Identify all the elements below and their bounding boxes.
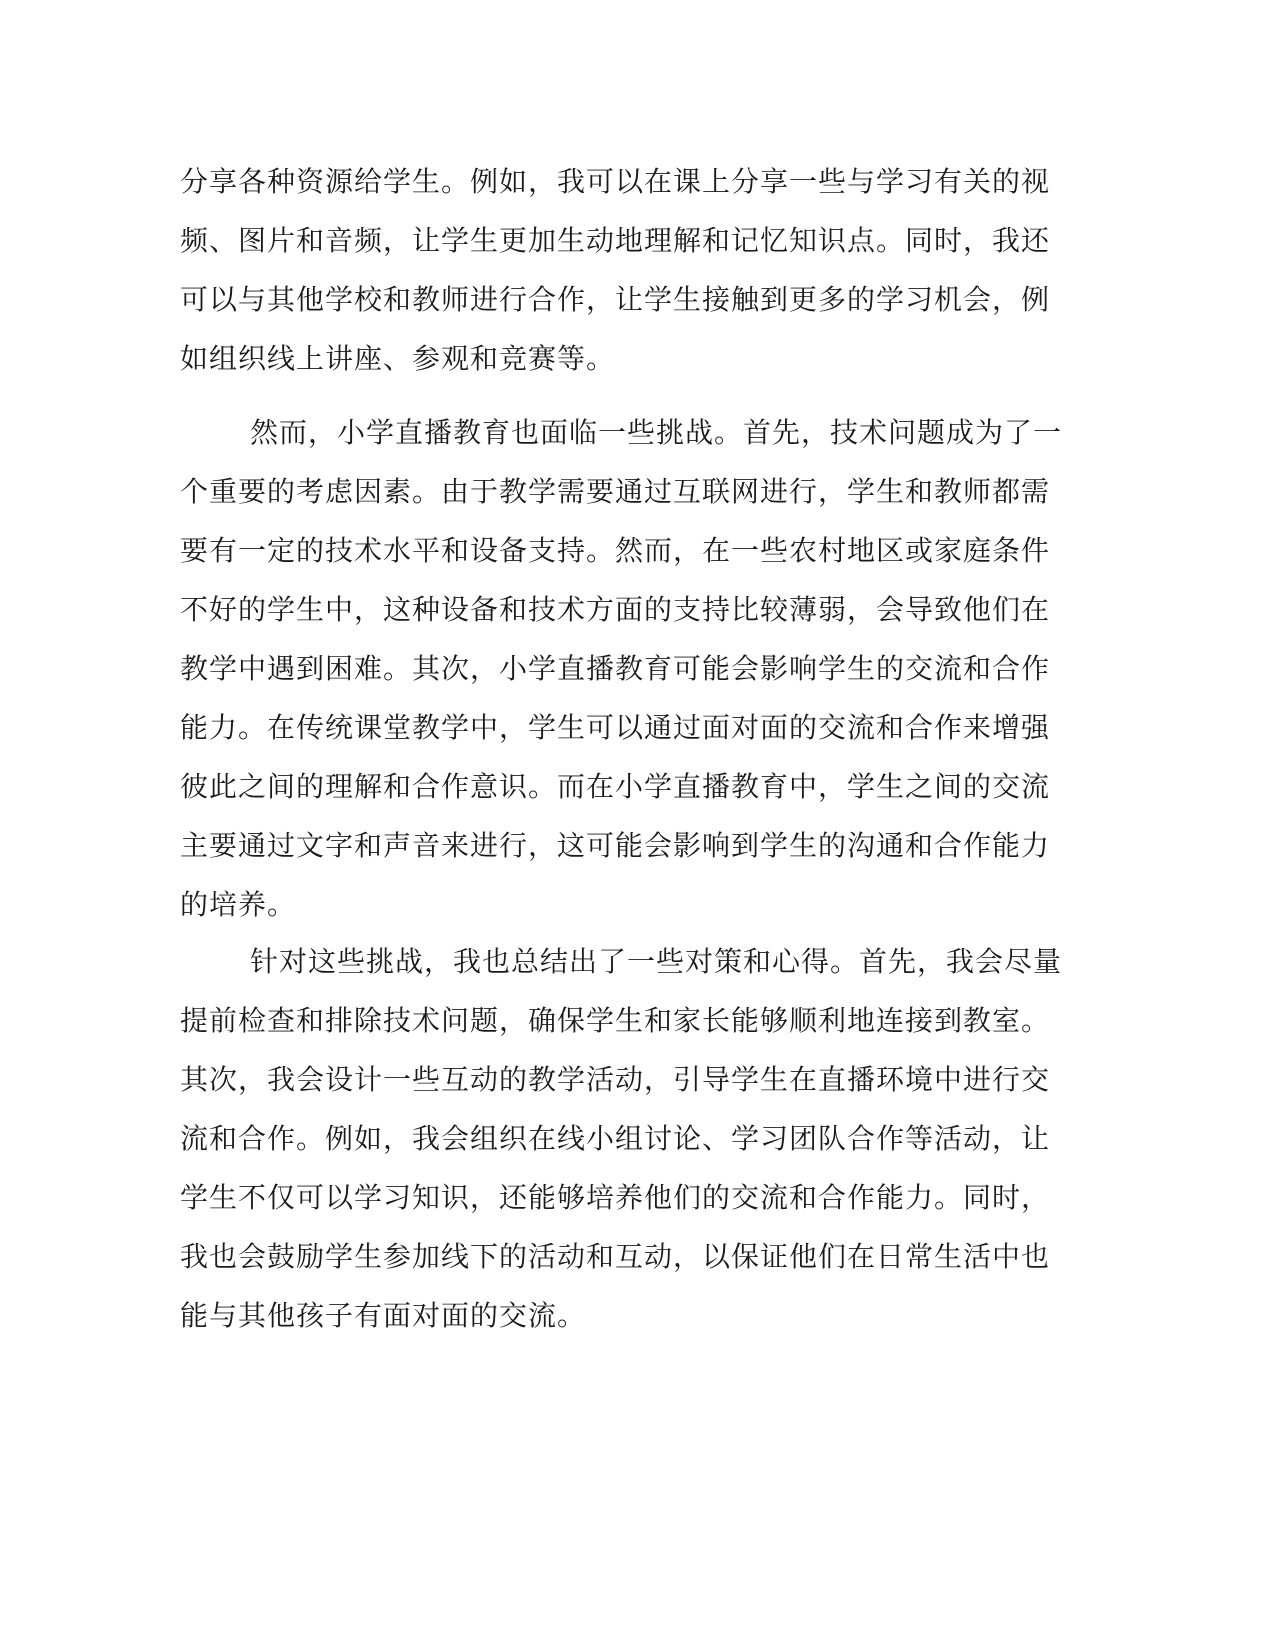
paragraph-1-line-4: 如组织线上讲座、参观和竞赛等。 <box>180 342 616 375</box>
paragraph-3-line-7: 能与其他孩子有面对面的交流。 <box>180 1299 587 1332</box>
paragraph-2-line-3: 要有一定的技术水平和设备支持。然而，在一些农村地区或家庭条件 <box>180 534 1051 567</box>
paragraph-2-line-7: 彼此之间的理解和合作意识。而在小学直播教育中，学生之间的交流 <box>180 770 1051 803</box>
paragraph-1-line-3: 可以与其他学校和教师进行合作，让学生接触到更多的学习机会，例 <box>180 283 1051 316</box>
paragraph-2-line-6: 能力。在传统课堂教学中，学生可以通过面对面的交流和合作来增强 <box>180 711 1051 744</box>
paragraph-2-line-5: 教学中遇到困难。其次，小学直播教育可能会影响学生的交流和合作 <box>180 652 1051 685</box>
paragraph-1-line-2: 频、图片和音频，让学生更加生动地理解和记忆知识点。同时，我还 <box>180 224 1051 257</box>
paragraph-3-line-1: 针对这些挑战，我也总结出了一些对策和心得。首先，我会尽量 <box>250 945 1063 978</box>
paragraph-3-line-6: 我也会鼓励学生参加线下的活动和互动，以保证他们在日常生活中也 <box>180 1240 1051 1273</box>
paragraph-2-line-8: 主要通过文字和声音来进行，这可能会影响到学生的沟通和合作能力 <box>180 829 1051 862</box>
paragraph-2-line-1: 然而，小学直播教育也面临一些挑战。首先，技术问题成为了一 <box>250 416 1063 449</box>
paragraph-2-line-9: 的培养。 <box>180 888 297 921</box>
paragraph-3-line-5: 学生不仅可以学习知识，还能够培养他们的交流和合作能力。同时， <box>180 1181 1051 1214</box>
paragraph-3-line-3: 其次，我会设计一些互动的教学活动，引导学生在直播环境中进行交 <box>180 1063 1051 1096</box>
paragraph-3-line-2: 提前检查和排除技术问题，确保学生和家长能够顺利地连接到教室。 <box>180 1004 1051 1037</box>
paragraph-3-line-4: 流和合作。例如，我会组织在线小组讨论、学习团队合作等活动，让 <box>180 1122 1051 1155</box>
paragraph-2-line-4: 不好的学生中，这种设备和技术方面的支持比较薄弱，会导致他们在 <box>180 593 1051 626</box>
paragraph-1-line-1: 分享各种资源给学生。例如，我可以在课上分享一些与学习有关的视 <box>180 165 1051 198</box>
paragraph-2-line-2: 个重要的考虑因素。由于教学需要通过互联网进行，学生和教师都需 <box>180 475 1051 508</box>
